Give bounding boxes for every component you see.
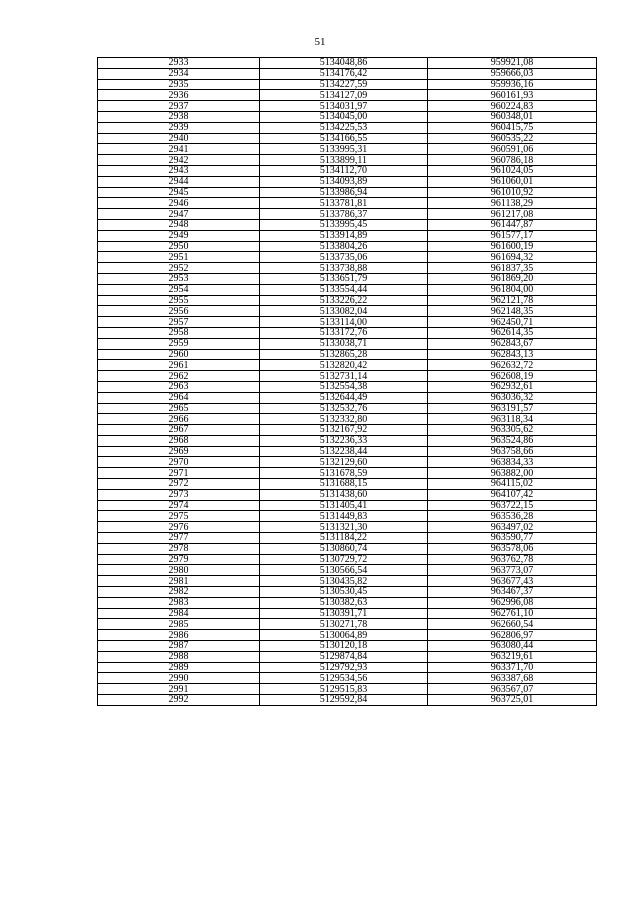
x-coordinate-cell: 5134176,42: [260, 68, 428, 79]
point-number-cell: 2962: [98, 371, 260, 382]
table-row: [98, 273, 597, 284]
y-coordinate-cell: 960161,93: [428, 90, 597, 101]
y-coordinate-cell: 962660,54: [428, 619, 597, 630]
table-row: [98, 608, 597, 619]
point-number-cell: 2934: [98, 68, 260, 79]
x-coordinate-cell: 5133735,06: [260, 252, 428, 263]
table-row: [98, 565, 597, 576]
x-coordinate-cell: 5133914,89: [260, 230, 428, 241]
table-row: [98, 673, 597, 684]
point-number-cell: 2973: [98, 489, 260, 500]
y-coordinate-cell: 960224,83: [428, 101, 597, 112]
y-coordinate-cell: 961060,01: [428, 176, 597, 187]
x-coordinate-cell: 5130566,54: [260, 565, 428, 576]
y-coordinate-cell: 963773,07: [428, 565, 597, 576]
point-number-cell: 2939: [98, 122, 260, 133]
y-coordinate-cell: 963834,33: [428, 457, 597, 468]
x-coordinate-cell: 5133738,88: [260, 263, 428, 274]
point-number-cell: 2977: [98, 533, 260, 544]
y-coordinate-cell: 963118,34: [428, 414, 597, 425]
table-row: [98, 230, 597, 241]
y-coordinate-cell: 963036,32: [428, 392, 597, 403]
point-number-cell: 2983: [98, 597, 260, 608]
point-number-cell: 2964: [98, 392, 260, 403]
table-row: [98, 338, 597, 349]
point-number-cell: 2938: [98, 111, 260, 122]
x-coordinate-cell: 5130382,63: [260, 597, 428, 608]
x-coordinate-cell: 5130860,74: [260, 543, 428, 554]
table-row: [98, 489, 597, 500]
table-row: [98, 198, 597, 209]
point-number-cell: 2965: [98, 403, 260, 414]
y-coordinate-cell: 963080,44: [428, 641, 597, 652]
table-row: [98, 90, 597, 101]
y-coordinate-cell: 961600,19: [428, 241, 597, 252]
x-coordinate-cell: 5132332,80: [260, 414, 428, 425]
table-row: [98, 133, 597, 144]
y-coordinate-cell: 962843,67: [428, 338, 597, 349]
y-coordinate-cell: 962761,10: [428, 608, 597, 619]
table-row: [98, 241, 597, 252]
point-number-cell: 2974: [98, 500, 260, 511]
x-coordinate-cell: 5129534,56: [260, 673, 428, 684]
y-coordinate-cell: 959921,08: [428, 58, 597, 69]
x-coordinate-cell: 5133038,71: [260, 338, 428, 349]
y-coordinate-cell: 959666,03: [428, 68, 597, 79]
table-row: [98, 327, 597, 338]
point-number-cell: 2959: [98, 338, 260, 349]
y-coordinate-cell: 963467,37: [428, 587, 597, 598]
x-coordinate-cell: 5133899,11: [260, 155, 428, 166]
x-coordinate-cell: 5132167,92: [260, 425, 428, 436]
y-coordinate-cell: 962932,61: [428, 381, 597, 392]
table-row: [98, 435, 597, 446]
table-row: [98, 500, 597, 511]
point-number-cell: 2981: [98, 576, 260, 587]
x-coordinate-cell: 5134048,86: [260, 58, 428, 69]
coordinates-table-body: [98, 58, 597, 706]
table-row: [98, 576, 597, 587]
x-coordinate-cell: 5130271,78: [260, 619, 428, 630]
table-row: [98, 144, 597, 155]
point-number-cell: 2957: [98, 317, 260, 328]
y-coordinate-cell: 963524,86: [428, 435, 597, 446]
y-coordinate-cell: 961694,32: [428, 252, 597, 263]
y-coordinate-cell: 962450,71: [428, 317, 597, 328]
point-number-cell: 2982: [98, 587, 260, 598]
table-row: [98, 597, 597, 608]
x-coordinate-cell: 5134225,53: [260, 122, 428, 133]
table-row: [98, 662, 597, 673]
x-coordinate-cell: 5130729,72: [260, 554, 428, 565]
table-row: [98, 284, 597, 295]
table-row: [98, 79, 597, 90]
y-coordinate-cell: 962632,72: [428, 360, 597, 371]
y-coordinate-cell: 960591,06: [428, 144, 597, 155]
point-number-cell: 2979: [98, 554, 260, 565]
point-number-cell: 2954: [98, 284, 260, 295]
x-coordinate-cell: 5134127,09: [260, 90, 428, 101]
table-row: [98, 68, 597, 79]
point-number-cell: 2940: [98, 133, 260, 144]
y-coordinate-cell: 963305,62: [428, 425, 597, 436]
point-number-cell: 2968: [98, 435, 260, 446]
y-coordinate-cell: 963387,68: [428, 673, 597, 684]
x-coordinate-cell: 5132820,42: [260, 360, 428, 371]
y-coordinate-cell: 963191,57: [428, 403, 597, 414]
point-number-cell: 2967: [98, 425, 260, 436]
x-coordinate-cell: 5131449,83: [260, 511, 428, 522]
y-coordinate-cell: 960348,01: [428, 111, 597, 122]
point-number-cell: 2956: [98, 306, 260, 317]
x-coordinate-cell: 5133995,45: [260, 219, 428, 230]
point-number-cell: 2942: [98, 155, 260, 166]
y-coordinate-cell: 962148,35: [428, 306, 597, 317]
table-row: [98, 457, 597, 468]
x-coordinate-cell: 5132236,33: [260, 435, 428, 446]
table-row: [98, 554, 597, 565]
x-coordinate-cell: 5133082,04: [260, 306, 428, 317]
point-number-cell: 2991: [98, 684, 260, 695]
x-coordinate-cell: 5130120,18: [260, 641, 428, 652]
y-coordinate-cell: 963219,61: [428, 651, 597, 662]
x-coordinate-cell: 5130064,89: [260, 630, 428, 641]
point-number-cell: 2984: [98, 608, 260, 619]
y-coordinate-cell: 964115,02: [428, 479, 597, 490]
x-coordinate-cell: 5129874,84: [260, 651, 428, 662]
y-coordinate-cell: 962806,97: [428, 630, 597, 641]
point-number-cell: 2951: [98, 252, 260, 263]
point-number-cell: 2946: [98, 198, 260, 209]
x-coordinate-cell: 5131438,60: [260, 489, 428, 500]
x-coordinate-cell: 5132731,14: [260, 371, 428, 382]
point-number-cell: 2990: [98, 673, 260, 684]
x-coordinate-cell: 5131405,41: [260, 500, 428, 511]
x-coordinate-cell: 5132865,28: [260, 349, 428, 360]
table-row: [98, 101, 597, 112]
point-number-cell: 2966: [98, 414, 260, 425]
x-coordinate-cell: 5130435,82: [260, 576, 428, 587]
y-coordinate-cell: 963725,01: [428, 695, 597, 706]
table-row: [98, 425, 597, 436]
y-coordinate-cell: 961010,92: [428, 187, 597, 198]
y-coordinate-cell: 959936,16: [428, 79, 597, 90]
x-coordinate-cell: 5133226,22: [260, 295, 428, 306]
x-coordinate-cell: 5133114,00: [260, 317, 428, 328]
point-number-cell: 2958: [98, 327, 260, 338]
point-number-cell: 2933: [98, 58, 260, 69]
y-coordinate-cell: 962614,35: [428, 327, 597, 338]
point-number-cell: 2943: [98, 165, 260, 176]
table-row: [98, 219, 597, 230]
table-row: [98, 349, 597, 360]
coordinates-table: [97, 57, 597, 706]
table-row: [98, 263, 597, 274]
table-row: [98, 381, 597, 392]
x-coordinate-cell: 5134227,59: [260, 79, 428, 90]
point-number-cell: 2970: [98, 457, 260, 468]
y-coordinate-cell: 961837,35: [428, 263, 597, 274]
table-row: [98, 543, 597, 554]
x-coordinate-cell: 5133172,76: [260, 327, 428, 338]
y-coordinate-cell: 960415,75: [428, 122, 597, 133]
y-coordinate-cell: 962996,08: [428, 597, 597, 608]
table-row: [98, 306, 597, 317]
table-row: [98, 187, 597, 198]
page-number: 51: [314, 36, 326, 48]
x-coordinate-cell: 5133986,94: [260, 187, 428, 198]
table-row: [98, 651, 597, 662]
x-coordinate-cell: 5132129,60: [260, 457, 428, 468]
x-coordinate-cell: 5131184,22: [260, 533, 428, 544]
table-row: [98, 468, 597, 479]
x-coordinate-cell: 5134045,00: [260, 111, 428, 122]
point-number-cell: 2986: [98, 630, 260, 641]
table-row: [98, 360, 597, 371]
y-coordinate-cell: 962608,19: [428, 371, 597, 382]
table-row: [98, 317, 597, 328]
point-number-cell: 2978: [98, 543, 260, 554]
table-row: [98, 479, 597, 490]
x-coordinate-cell: 5131688,15: [260, 479, 428, 490]
y-coordinate-cell: 963497,02: [428, 522, 597, 533]
table-row: [98, 446, 597, 457]
x-coordinate-cell: 5132532,76: [260, 403, 428, 414]
x-coordinate-cell: 5131678,59: [260, 468, 428, 479]
point-number-cell: 2949: [98, 230, 260, 241]
x-coordinate-cell: 5129792,93: [260, 662, 428, 673]
y-coordinate-cell: 961447,87: [428, 219, 597, 230]
y-coordinate-cell: 963677,43: [428, 576, 597, 587]
table-row: [98, 414, 597, 425]
table-row: [98, 122, 597, 133]
point-number-cell: 2972: [98, 479, 260, 490]
y-coordinate-cell: 963536,28: [428, 511, 597, 522]
table-row: [98, 371, 597, 382]
table-row: [98, 295, 597, 306]
y-coordinate-cell: 960535,22: [428, 133, 597, 144]
point-number-cell: 2985: [98, 619, 260, 630]
point-number-cell: 2961: [98, 360, 260, 371]
table-row: [98, 403, 597, 414]
x-coordinate-cell: 5130391,71: [260, 608, 428, 619]
point-number-cell: 2948: [98, 219, 260, 230]
y-coordinate-cell: 961869,20: [428, 273, 597, 284]
point-number-cell: 2976: [98, 522, 260, 533]
x-coordinate-cell: 5133786,37: [260, 209, 428, 220]
point-number-cell: 2950: [98, 241, 260, 252]
point-number-cell: 2937: [98, 101, 260, 112]
table-row: [98, 641, 597, 652]
x-coordinate-cell: 5129592,84: [260, 695, 428, 706]
x-coordinate-cell: 5133804,26: [260, 241, 428, 252]
table-row: [98, 533, 597, 544]
y-coordinate-cell: 962121,78: [428, 295, 597, 306]
y-coordinate-cell: 963882,00: [428, 468, 597, 479]
table-row: [98, 111, 597, 122]
table-row: [98, 165, 597, 176]
y-coordinate-cell: 963722,15: [428, 500, 597, 511]
x-coordinate-cell: 5131321,30: [260, 522, 428, 533]
table-row: [98, 392, 597, 403]
x-coordinate-cell: 5132238,44: [260, 446, 428, 457]
y-coordinate-cell: 961804,00: [428, 284, 597, 295]
y-coordinate-cell: 960786,18: [428, 155, 597, 166]
x-coordinate-cell: 5134112,70: [260, 165, 428, 176]
point-number-cell: 2935: [98, 79, 260, 90]
table-row: [98, 587, 597, 598]
point-number-cell: 2944: [98, 176, 260, 187]
y-coordinate-cell: 963371,70: [428, 662, 597, 673]
table-row: [98, 695, 597, 706]
table-row: [98, 58, 597, 69]
point-number-cell: 2936: [98, 90, 260, 101]
y-coordinate-cell: 963567,07: [428, 684, 597, 695]
y-coordinate-cell: 961577,17: [428, 230, 597, 241]
table-row: [98, 522, 597, 533]
y-coordinate-cell: 962843,13: [428, 349, 597, 360]
point-number-cell: 2947: [98, 209, 260, 220]
point-number-cell: 2960: [98, 349, 260, 360]
y-coordinate-cell: 963762,78: [428, 554, 597, 565]
x-coordinate-cell: 5132554,38: [260, 381, 428, 392]
x-coordinate-cell: 5133651,79: [260, 273, 428, 284]
point-number-cell: 2963: [98, 381, 260, 392]
point-number-cell: 2941: [98, 144, 260, 155]
point-number-cell: 2952: [98, 263, 260, 274]
point-number-cell: 2992: [98, 695, 260, 706]
point-number-cell: 2945: [98, 187, 260, 198]
table-row: [98, 630, 597, 641]
x-coordinate-cell: 5133554,44: [260, 284, 428, 295]
table-row: [98, 511, 597, 522]
table-row: [98, 684, 597, 695]
x-coordinate-cell: 5133781,81: [260, 198, 428, 209]
x-coordinate-cell: 5129515,83: [260, 684, 428, 695]
point-number-cell: 2969: [98, 446, 260, 457]
x-coordinate-cell: 5130530,45: [260, 587, 428, 598]
x-coordinate-cell: 5134093,89: [260, 176, 428, 187]
y-coordinate-cell: 963758,66: [428, 446, 597, 457]
point-number-cell: 2980: [98, 565, 260, 576]
table-row: [98, 619, 597, 630]
table-row: [98, 155, 597, 166]
y-coordinate-cell: 961217,08: [428, 209, 597, 220]
x-coordinate-cell: 5133995,31: [260, 144, 428, 155]
point-number-cell: 2989: [98, 662, 260, 673]
table-row: [98, 209, 597, 220]
y-coordinate-cell: 964107,42: [428, 489, 597, 500]
table-row: [98, 176, 597, 187]
point-number-cell: 2975: [98, 511, 260, 522]
y-coordinate-cell: 961138,29: [428, 198, 597, 209]
point-number-cell: 2987: [98, 641, 260, 652]
point-number-cell: 2988: [98, 651, 260, 662]
y-coordinate-cell: 961024,05: [428, 165, 597, 176]
x-coordinate-cell: 5134031,97: [260, 101, 428, 112]
table-row: [98, 252, 597, 263]
point-number-cell: 2971: [98, 468, 260, 479]
point-number-cell: 2955: [98, 295, 260, 306]
x-coordinate-cell: 5134166,55: [260, 133, 428, 144]
point-number-cell: 2953: [98, 273, 260, 284]
x-coordinate-cell: 5132644,49: [260, 392, 428, 403]
y-coordinate-cell: 963590,77: [428, 533, 597, 544]
y-coordinate-cell: 963578,06: [428, 543, 597, 554]
